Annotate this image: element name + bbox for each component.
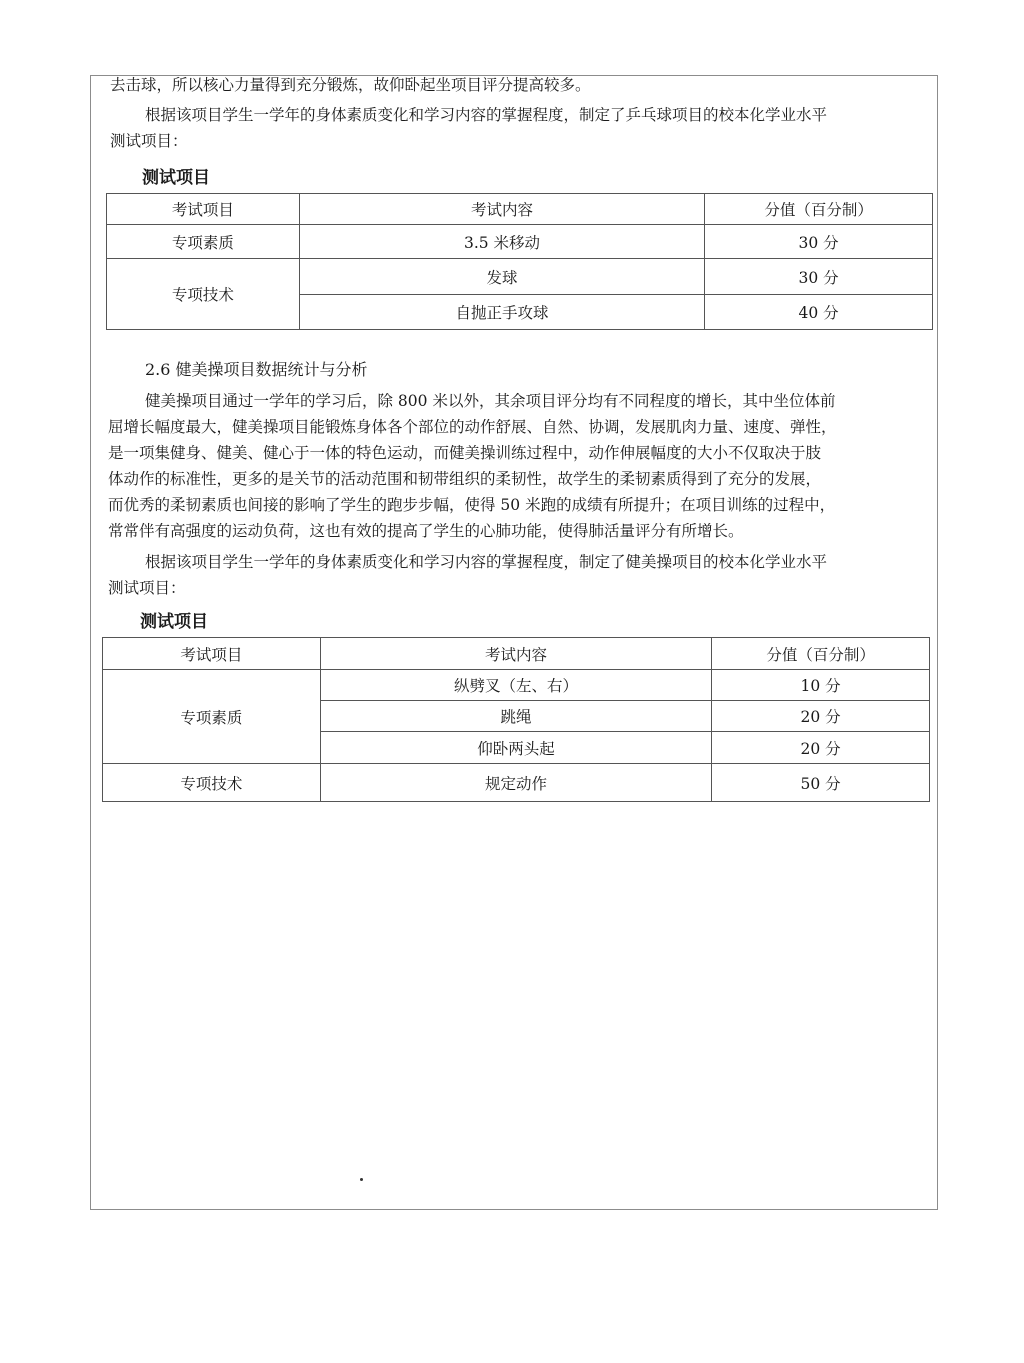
header-item: 考试项目 bbox=[103, 638, 321, 670]
table-row bbox=[103, 764, 930, 802]
cell-content: 3.5 米移动 bbox=[299, 225, 704, 259]
table-row bbox=[103, 638, 930, 670]
header-score: 分值（百分制） bbox=[705, 194, 933, 225]
body-line-7: 根据该项目学生一学年的身体素质变化和学习内容的掌握程度，制定了健美操项目的校本化学业水平 bbox=[145, 553, 828, 571]
table-row bbox=[107, 259, 933, 295]
header-content: 考试内容 bbox=[299, 194, 704, 225]
cell-score: 30 分 bbox=[705, 225, 933, 259]
cell-item: 专项素质 bbox=[107, 225, 300, 259]
table-row bbox=[107, 194, 933, 225]
table2-caption: 测试项目 bbox=[140, 612, 208, 632]
table-row bbox=[103, 670, 930, 701]
cell-score: 30 分 bbox=[705, 259, 933, 295]
cell-score: 20 分 bbox=[712, 732, 930, 764]
header-item: 考试项目 bbox=[107, 194, 300, 225]
cell-score: 20 分 bbox=[712, 701, 930, 732]
cell-content: 跳绳 bbox=[320, 701, 712, 732]
body-line-6: 常常伴有高强度的运动负荷，这也有效的提高了学生的心肺功能，使得肺活量评分有所增长。 bbox=[108, 522, 744, 540]
cell-content: 规定动作 bbox=[320, 764, 712, 802]
section-title: 2.6 健美操项目数据统计与分析 bbox=[145, 360, 368, 379]
body-line-8: 测试项目： bbox=[108, 579, 186, 597]
cell-content: 自抛正手攻球 bbox=[299, 295, 704, 330]
table2 bbox=[102, 637, 930, 802]
table-row bbox=[107, 225, 933, 259]
intro-line-2: 根据该项目学生一学年的身体素质变化和学习内容的掌握程度，制定了乒乓球项目的校本化学业水平 bbox=[145, 106, 828, 124]
header-score: 分值（百分制） bbox=[712, 638, 930, 670]
cell-score: 50 分 bbox=[712, 764, 930, 802]
body-line-1: 健美操项目通过一学年的学习后，除 800 米以外，其余项目评分均有不同程度的增长，其中坐位体前 bbox=[145, 392, 836, 410]
cell-item: 专项技术 bbox=[103, 764, 321, 802]
cell-content: 纵劈叉（左、右） bbox=[320, 670, 712, 701]
body-line-5: 而优秀的柔韧素质也间接的影响了学生的跑步步幅，使得 50 米跑的成绩有所提升；在项目训练的过程中， bbox=[108, 496, 836, 514]
cell-content: 发球 bbox=[299, 259, 704, 295]
header-content: 考试内容 bbox=[320, 638, 712, 670]
body-line-2: 屈增长幅度最大，健美操项目能锻炼身体各个部位的动作舒展、自然、协调，发展肌肉力量、速度、弹性， bbox=[108, 418, 837, 436]
table1 bbox=[106, 193, 933, 330]
body-line-4: 体动作的标准性，更多的是关节的活动范围和韧带组织的柔韧性，故学生的柔韧素质得到了充分的发展， bbox=[108, 470, 822, 488]
cell-item: 专项技术 bbox=[107, 259, 300, 330]
intro-line-3: 测试项目： bbox=[110, 132, 188, 150]
cell-score: 10 分 bbox=[712, 670, 930, 701]
cell-item: 专项素质 bbox=[103, 670, 321, 764]
scan-speck bbox=[360, 1178, 363, 1181]
intro-line-1: 去击球，所以核心力量得到充分锻炼，故仰卧起坐项目评分提高较多。 bbox=[110, 76, 591, 94]
cell-score: 40 分 bbox=[705, 295, 933, 330]
cell-content: 仰卧两头起 bbox=[320, 732, 712, 764]
table1-caption: 测试项目 bbox=[142, 168, 210, 188]
body-line-3: 是一项集健身、健美、健心于一体的特色运动，而健美操训练过程中，动作伸展幅度的大小不仅取决于肢 bbox=[108, 444, 822, 462]
